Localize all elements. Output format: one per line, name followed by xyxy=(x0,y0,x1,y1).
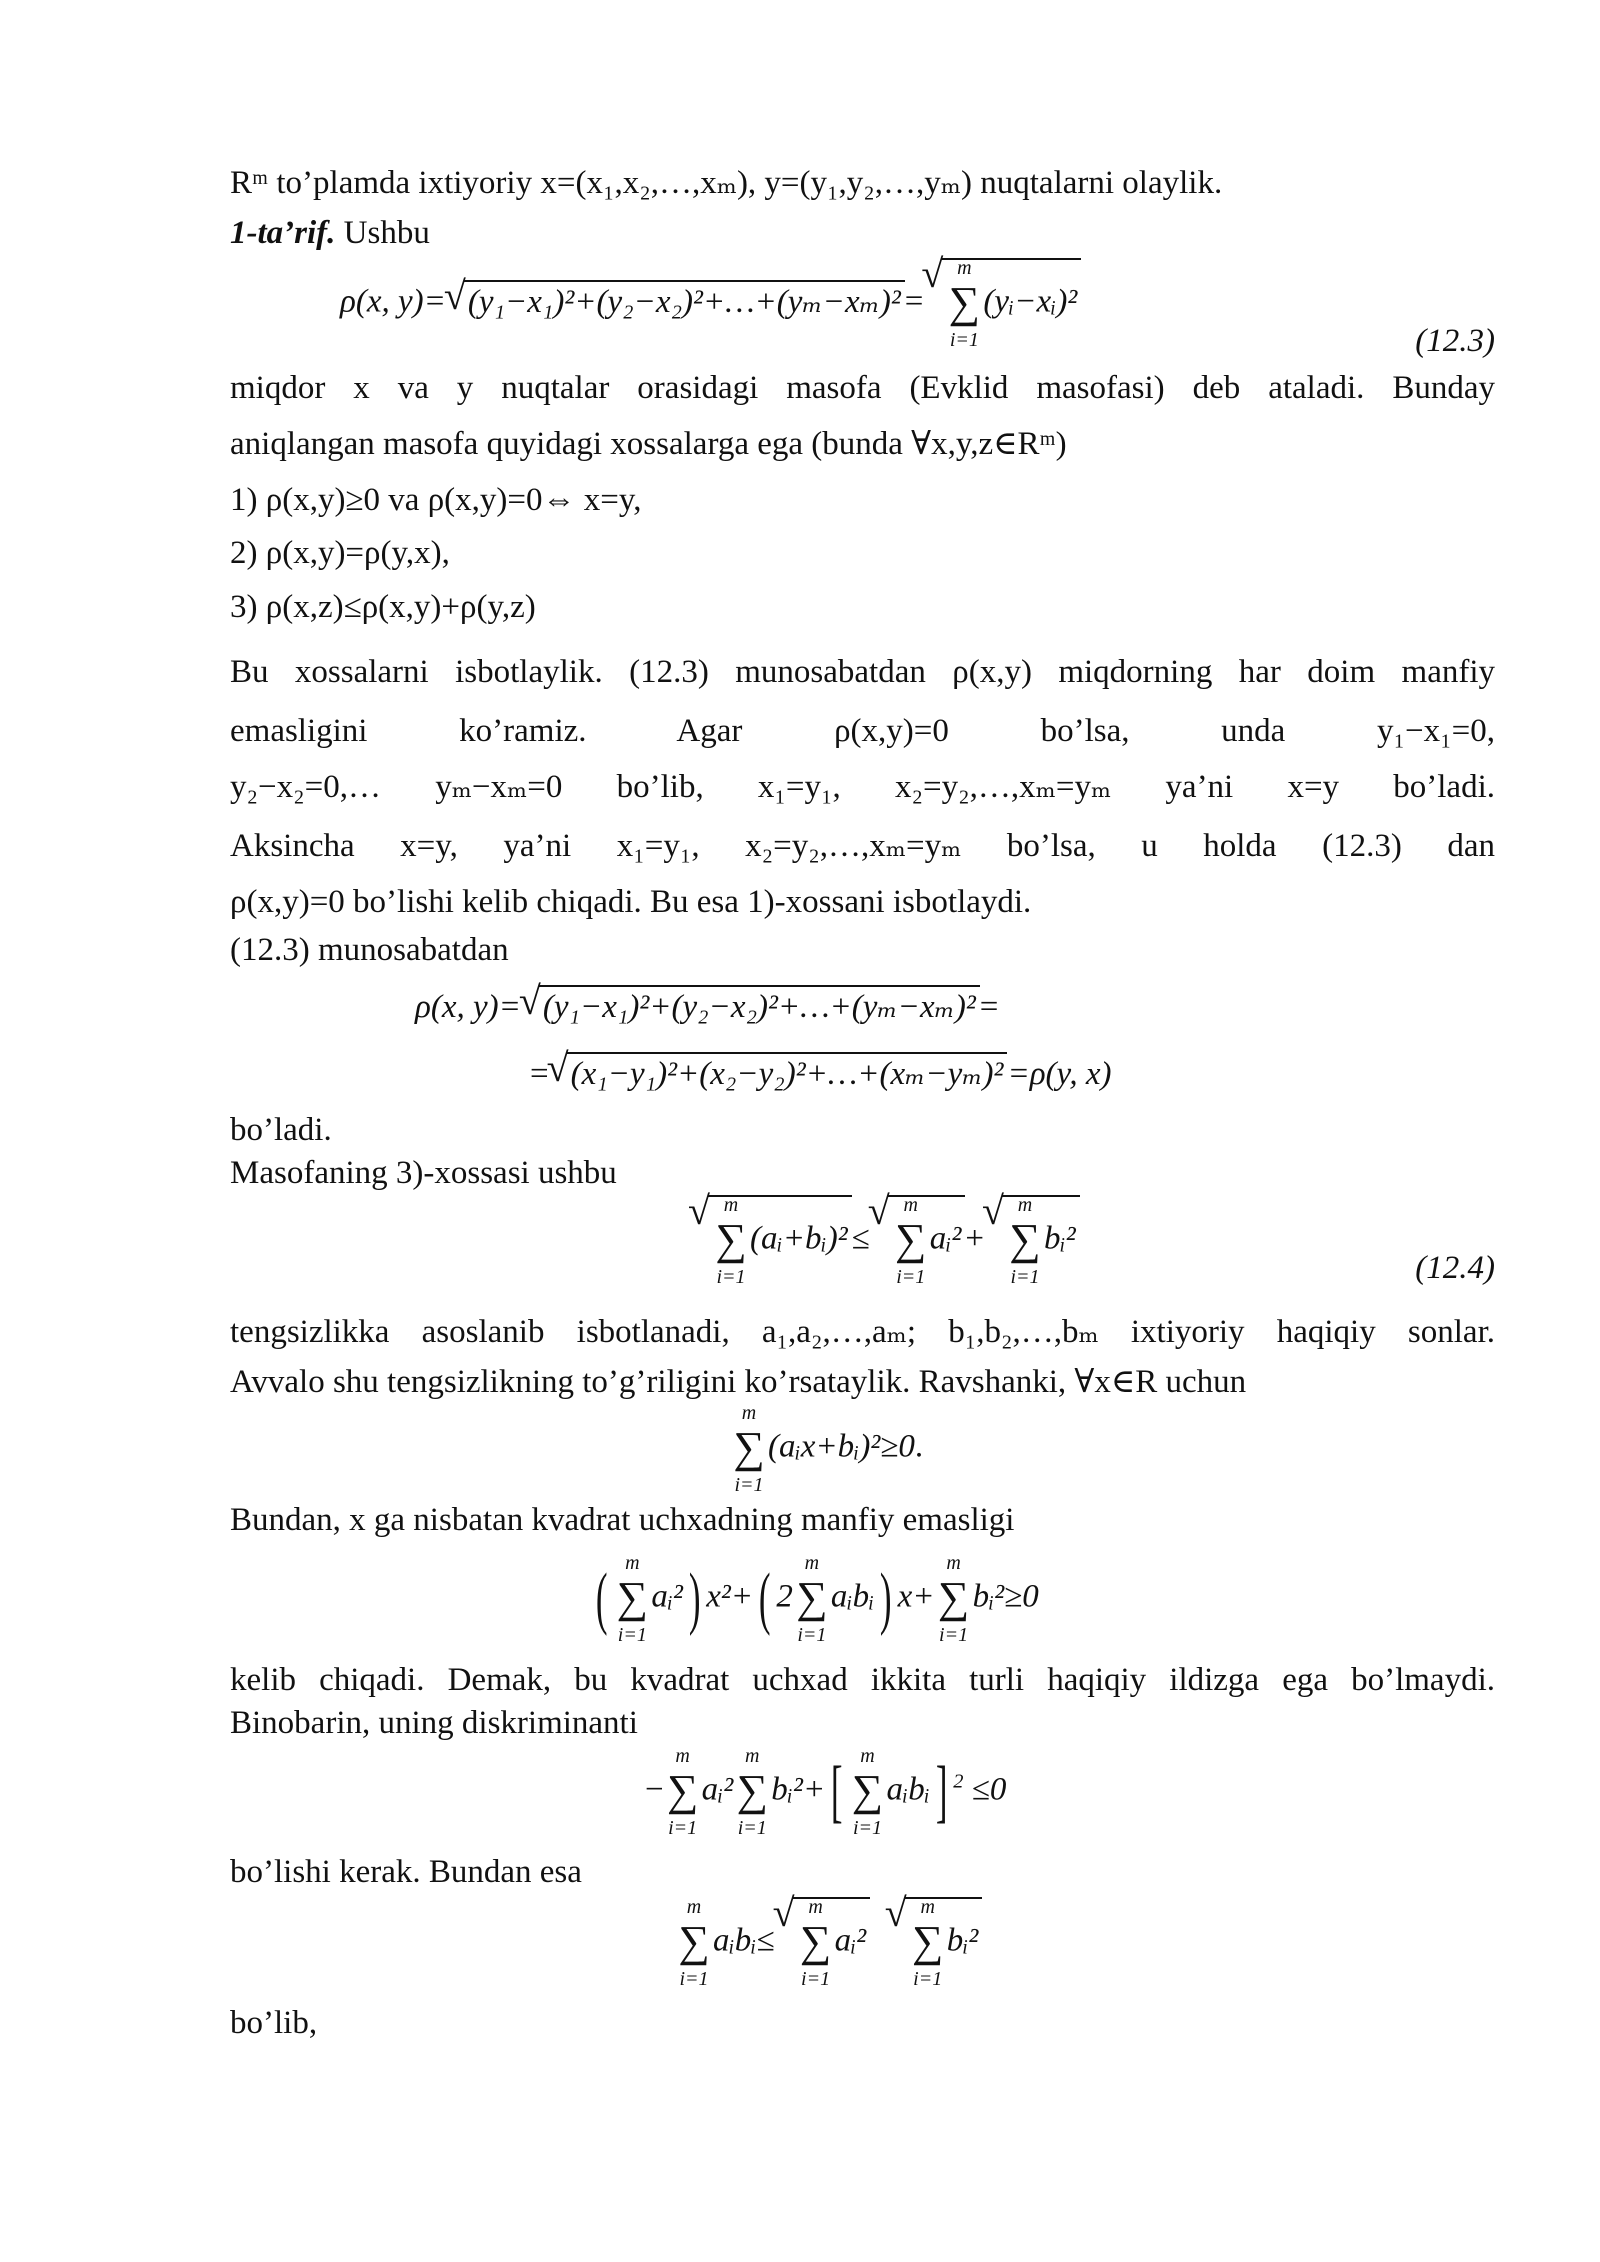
paragraph-line: tengsizlikka asoslanib isbotlanadi, a₁,a₂,…,aₘ; b₁,b₂,…,bₘ ixtiyoriy haqiqiy sonlar. xyxy=(230,1314,1495,1350)
paragraph-line: Avvalo shu tengsizlikning to’g’riligini ko’rsataylik. Ravshanki, ∀x∈R uchun xyxy=(230,1364,1247,1400)
equation-cauchy-schwarz: m ∑ i=1 aᵢbᵢ≤ √ m ∑ i=1 aᵢ² √ m ∑ i=1 bᵢ² xyxy=(675,1897,982,1987)
property-3: 3) ρ(x,z)≤ρ(x,y)+ρ(y,z) xyxy=(230,589,536,625)
eq-radicand: (y₁−x₁)²+(y₂−x₂)²+…+(yₘ−xₘ)² xyxy=(467,283,901,320)
equation-12-4: √ m ∑ i=1 (aᵢ+bᵢ)² ≤ √ m ∑ i=1 aᵢ² + √ m ∑ i=1 bᵢ² xyxy=(690,1195,1080,1285)
equation-symmetry-2: =√ (x₁−y₁)²+(x₂−y₂)²+…+(xₘ−yₘ)² =ρ(y, x) xyxy=(530,1052,1112,1094)
paragraph-line: ρ(x,y)=0 bo’lishi kelib chiqadi. Bu esa 1)-xossani isbotlaydi. xyxy=(230,884,1032,920)
paragraph-line: bo’lib, xyxy=(230,2005,318,2041)
sum-symbol: √ m ∑ i=1 xyxy=(948,257,981,351)
property-1: 1) ρ(x,y)≥0 va ρ(x,y)=0⇔ x=y, xyxy=(230,482,642,518)
equation-symmetry-1: ρ(x, y)=√ (y₁−x₁)²+(y₂−x₂)²+…+(yₘ−xₘ)² = xyxy=(415,985,998,1027)
paragraph-line: Binobarin, uning diskriminanti xyxy=(230,1705,638,1741)
paragraph-line: bo’ladi. xyxy=(230,1112,332,1148)
paragraph-line: Bu xossalarni isbotlaylik. (12.3) munosabatdan ρ(x,y) miqdorning har doim manfiy xyxy=(230,654,1495,690)
equation-discriminant: − m ∑ i=1 aᵢ² m ∑ i=1 bᵢ²+[ m ∑ i=1 aᵢbᵢ] $^2$ ≤0 xyxy=(645,1745,1007,1839)
paragraph-line: bo’lishi kerak. Bundan esa xyxy=(230,1854,582,1890)
eq-radical-sum: √ m ∑ i=1 (yᵢ−xᵢ)² xyxy=(941,258,1081,348)
paragraph-line: Masofaning 3)-xossasi ushbu xyxy=(230,1155,617,1191)
paragraph-line: Aksincha x=y, ya’ni x₁=y₁, x₂=y₂,…,xₘ=yₘ bo’lsa, u holda (12.3) dan xyxy=(230,828,1495,864)
eq-radical xyxy=(464,280,905,322)
definition-text: Ushbu xyxy=(343,215,430,251)
equation-number-12-3: (12.3) xyxy=(1415,323,1495,359)
equation-number-12-4: (12.4) xyxy=(1415,1250,1495,1286)
paragraph-line: Bundan, x ga nisbatan kvadrat uchxadning manfiy emasligi xyxy=(230,1502,1015,1538)
definition-line xyxy=(230,213,1495,253)
equation-quadratic: ( m ∑ i=1 aᵢ²) x²+( 2 m ∑ i=1 aᵢbᵢ) x+ m ∑ i=1 bᵢ²≥0 xyxy=(595,1552,1039,1646)
intro-line: Rᵐ to’plamda ixtiyoriy x=(x₁,x₂,…,xₘ), y=(y₁,y₂,…,yₘ) nuqtalarni olaylik. xyxy=(230,165,1223,201)
eq-lhs: ρ(x, y)= xyxy=(340,283,446,320)
paragraph-line: y₂−x₂=0,… yₘ−xₘ=0 bo’lib, x₁=y₁, x₂=y₂,…,xₘ=yₘ ya’ni x=y bo’ladi. xyxy=(230,769,1495,805)
paragraph-line: kelib chiqadi. Demak, bu kvadrat uchxad ikkita turli haqiqiy ildizga ega bo’lmaydi. xyxy=(230,1662,1495,1698)
paragraph-line: (12.3) munosabatdan xyxy=(230,932,509,968)
equation-nonneg: m ∑ i=1 (aᵢx+bᵢ)²≥0. xyxy=(733,1402,924,1496)
paragraph-line: emasligini ko’ramiz. Agar ρ(x,y)=0 bo’lsa, unda y₁−x₁=0, xyxy=(230,713,1495,749)
definition-label: 1-ta’rif. xyxy=(230,215,336,251)
equation-12-3: ρ(x, y)=√ (y₁−x₁)²+(y₂−x₂)²+…+(yₘ−xₘ)² = √ m ∑ i=1 (yᵢ−xᵢ)² xyxy=(340,258,1081,348)
property-2: 2) ρ(x,y)=ρ(y,x), xyxy=(230,535,450,571)
paragraph-line: aniqlangan masofa quyidagi xossalarga ega (bunda ∀x,y,z∈Rᵐ) xyxy=(230,426,1067,462)
paragraph-line: miqdor x va y nuqtalar orasidagi masofa (Evklid masofasi) deb ataladi. Bunday xyxy=(230,370,1495,406)
